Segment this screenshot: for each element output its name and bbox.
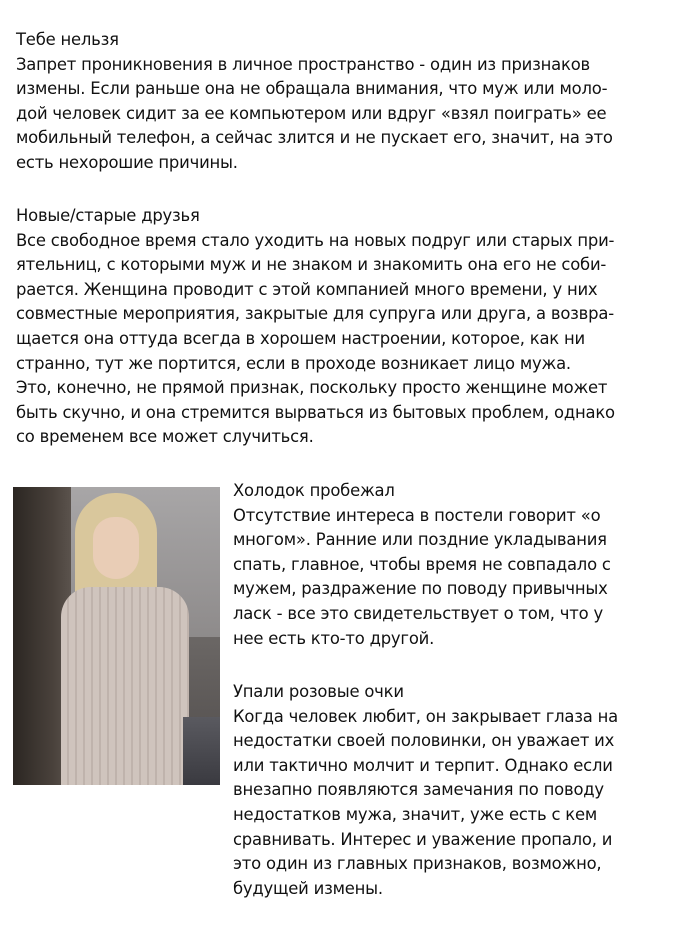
- text-line: есть нехорошие причины.: [16, 152, 238, 172]
- text-line: дой человек сидит за ее компьютером или вдруг «взял поиграть» ее: [16, 103, 607, 123]
- text-line: Это, конечно, не прямой признак, поскольку просто женщине может: [16, 378, 608, 398]
- photo-face: [93, 517, 139, 579]
- text-line: недостатков мужа, значит, уже есть с кем: [233, 804, 598, 824]
- text-line: рается. Женщина проводит с этой компанией много времени, у них: [16, 279, 598, 299]
- text-line: спать, главное, чтобы время не совпадало с: [233, 554, 611, 574]
- section-heading: Упали розовые очки: [233, 682, 404, 701]
- woman-photo: [13, 487, 220, 785]
- text-line: нее есть кто-то другой.: [233, 628, 435, 648]
- text-line: совместные мероприятия, закрытые для супруга или друга, а возвра-: [16, 304, 614, 324]
- text-line: это один из главных признаков, возможно,: [233, 854, 602, 874]
- section-personal-space: [16, 28, 613, 176]
- text-line: странно, тут же портится, если в проходе возникает лицо мужа.: [16, 353, 571, 373]
- text-line: Когда человек любит, он закрывает глаза на: [233, 706, 618, 726]
- text-line: многом». Ранние или поздние укладывания: [233, 530, 607, 550]
- text-line: щается она оттуда всегда в хорошем настроении, которое, как ни: [16, 328, 585, 348]
- section-coldness: [233, 479, 611, 651]
- section-friends: [16, 204, 615, 450]
- photo-sweater: [61, 587, 189, 785]
- photo-shore: [183, 717, 220, 785]
- text-line: мобильный телефон, а сейчас злится и не пускает его, значит, на это: [16, 128, 613, 148]
- text-line: Запрет проникновения в личное пространство - один из признаков: [16, 54, 590, 74]
- text-line: мужем, раздражение по поводу привычных: [233, 579, 608, 599]
- text-line: или тактично молчит и терпит. Однако если: [233, 755, 613, 775]
- text-line: ятельниц, с которыми муж и не знаком и знакомить она его не соби-: [16, 255, 607, 275]
- text-line: Отсутствие интереса в постели говорит «о: [233, 505, 601, 525]
- text-line: будущей измены.: [233, 878, 383, 898]
- section-heading: Новые/старые друзья: [16, 206, 200, 225]
- section-rose-glasses: [233, 680, 618, 901]
- text-line: ласк - все это свидетельствует о том, что у: [233, 603, 603, 623]
- text-line: недостатки своей половинки, он уважает их: [233, 731, 615, 751]
- text-line: Все свободное время стало уходить на новых подруг или старых при-: [16, 230, 615, 250]
- section-heading: Холодок пробежал: [233, 481, 395, 500]
- text-line: внезапно появляются замечания по поводу: [233, 780, 604, 800]
- text-line: со временем все может случиться.: [16, 427, 314, 447]
- section-heading: Тебе нельзя: [16, 30, 119, 49]
- text-line: сравнивать. Интерес и уважение пропало, и: [233, 829, 613, 849]
- text-line: быть скучно, и она стремится вырваться из бытовых проблем, однако: [16, 402, 615, 422]
- text-line: измены. Если раньше она не обращала внимания, что муж или моло-: [16, 79, 608, 99]
